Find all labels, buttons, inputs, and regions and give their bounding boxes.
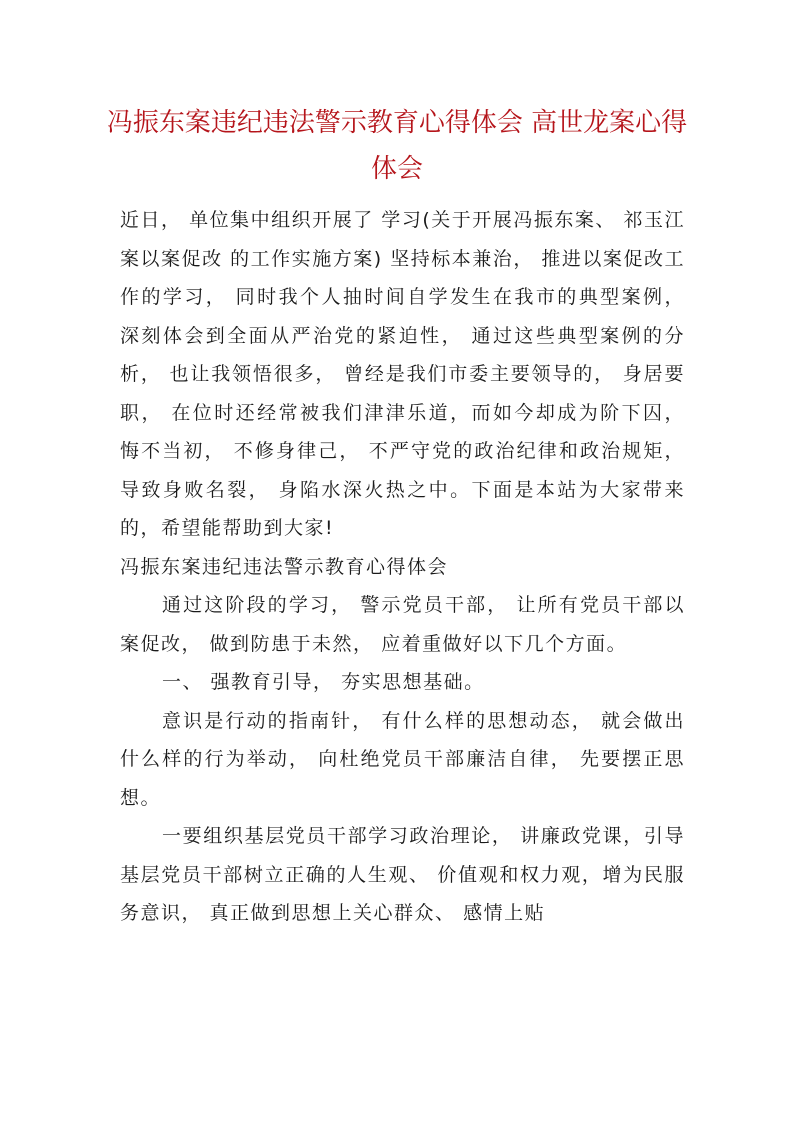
body-paragraph: 意识是行动的指南针， 有什么样的思想动态， 就会做出什么样的行为举动， 向杜绝党员干部廉洁自律， 先要摆正思想。: [120, 709, 685, 809]
body-paragraph: 通过这阶段的学习， 警示党员干部， 让所有党员干部以案促改， 做到防患于未然， 应着重做好以下几个方面。: [120, 594, 685, 655]
section-heading: 冯振东案违纪违法警示教育心得体会: [120, 555, 449, 578]
intro-paragraph: 近日， 单位集中组织开展了 学习(关于开展冯振东案、 祁玉江案以案促改 的工作实施方案) 坚持标本兼治， 推进以案促改工作的学习， 同时我个人抽时间自学发生在我市的典型案例， 深刻体会到全面从严治党的紧迫性， 通过这些典型案例的分析， 也让我领悟很多， 曾经是我们市委主要领导的， 身居要职， 在位时还经常被我们津津乐道，而如今却成为阶下囚， 悔不当初， 不修身律己， 不严守党的政治纪律和政治规矩， 导致身败名裂， 身陷水深火热之中。下面是本站为大家带来的，希望能帮助到大家!: [120, 209, 685, 539]
point-heading: 一、 强教育引导， 夯实思想基础。: [162, 671, 485, 693]
document-title: 冯振东案违纪违法警示教育心得体会 高世龙案心得体会: [106, 108, 688, 184]
body-paragraph: 一要组织基层党员干部学习政治理论， 讲廉政党课，引导基层党员干部树立正确的人生观、 价值观和权力观，增为民服务意识， 真正做到思想上关心群众、 感情上贴: [120, 825, 685, 924]
document-body: [120, 201, 685, 933]
